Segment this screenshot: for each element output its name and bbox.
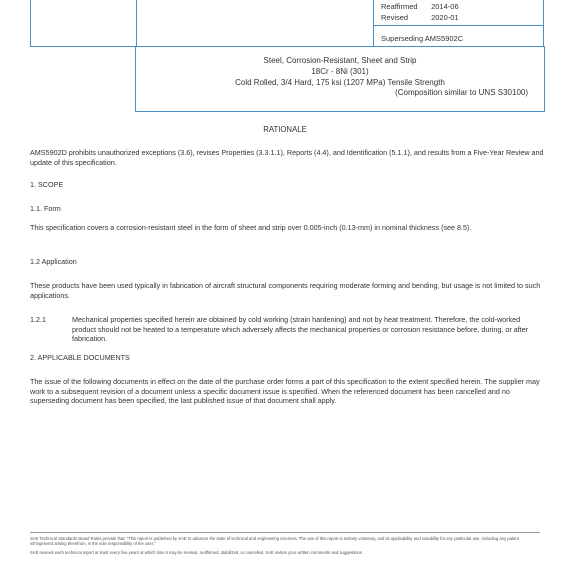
- section-1-1-heading: 1.1. Form: [30, 204, 61, 213]
- title-line-3: Cold Rolled, 3/4 Hard, 175 ksi (1207 MPa) Tensile Strength: [235, 78, 445, 87]
- revised-value: 2020-01: [431, 13, 459, 22]
- title-line-4: (Composition similar to UNS S30100): [395, 88, 528, 97]
- revised-row: [381, 13, 459, 22]
- document-title-box: [135, 46, 545, 112]
- reaffirmed-value: 2014-06: [431, 2, 459, 11]
- revised-label: Revised: [381, 13, 409, 22]
- section-2-heading: 2. APPLICABLE DOCUMENTS: [30, 353, 130, 362]
- footer-divider: [30, 532, 540, 533]
- header-logo-cell: [30, 0, 137, 47]
- footer-note-1: SAE Technical Standards Board Rules provide that: "This report is published by SAE to advance the state of technical and engineering sciences. The use of this report is entirely voluntary, and its applicability and suitability for any particular use, including any patent infringement arising therefrom, is the sole responsibility of the user.": [30, 536, 519, 547]
- section-1-2-1-text: Mechanical properties specified herein are obtained by cold working (strain hardening) and not by heat treatment. Therefore, the cold-worked product should not be heated to a temperature which adversely affects the mechanical properties or corrosion resistance before, during, or after fabrication.: [72, 315, 529, 343]
- reaffirmed-row: [381, 2, 459, 11]
- footer-note-2: SAE reviews each technical report at least every five years at which time it may be revised, reaffirmed, stabilized, or cancelled. SAE invites your written comments and suggestions.: [30, 550, 363, 555]
- title-line-1: Steel, Corrosion-Resistant, Sheet and Strip: [263, 56, 417, 65]
- rationale-text: AMS5902D prohibits unauthorized exceptions (3.6), revises Properties (3.3.1.1), Reports (4.4), and Identification (5.1.1), and results from a Five-Year Review and update of this specification.: [30, 148, 544, 167]
- section-2-text: The issue of the following documents in effect on the date of the purchase order forms a part of this specification to the extent specified herein. The supplier may work to a subsequent revision of a document unless a specific document issue is specified. When the referenced document has been cancelled and no superseding document has been specified, the last published issue of that document shall apply.: [30, 377, 540, 405]
- superseding-note: Superseding AMS5902C: [381, 34, 464, 43]
- section-1-1-text: This specification covers a corrosion-resistant steel in the form of sheet and strip over 0.005-inch (0.13-mm) in nominal thickness (see 8.5).: [30, 223, 472, 232]
- section-1-2-heading: 1.2 Application: [30, 257, 77, 266]
- rationale-heading: RATIONALE: [263, 125, 307, 134]
- section-1-2-1-number: 1.2.1: [30, 315, 46, 324]
- header-title-cell: [135, 0, 374, 47]
- reaffirmed-label: Reaffirmed: [381, 2, 418, 11]
- title-line-2: 18Cr - 8Ni (301): [311, 67, 369, 76]
- section-1-heading: 1. SCOPE: [30, 180, 64, 189]
- section-1-2-text: These products have been used typically in fabrication of aircraft structural components requiring moderate forming and bending, but usage is not limited to such applications.: [30, 281, 541, 300]
- header-meta-divider: [373, 25, 543, 26]
